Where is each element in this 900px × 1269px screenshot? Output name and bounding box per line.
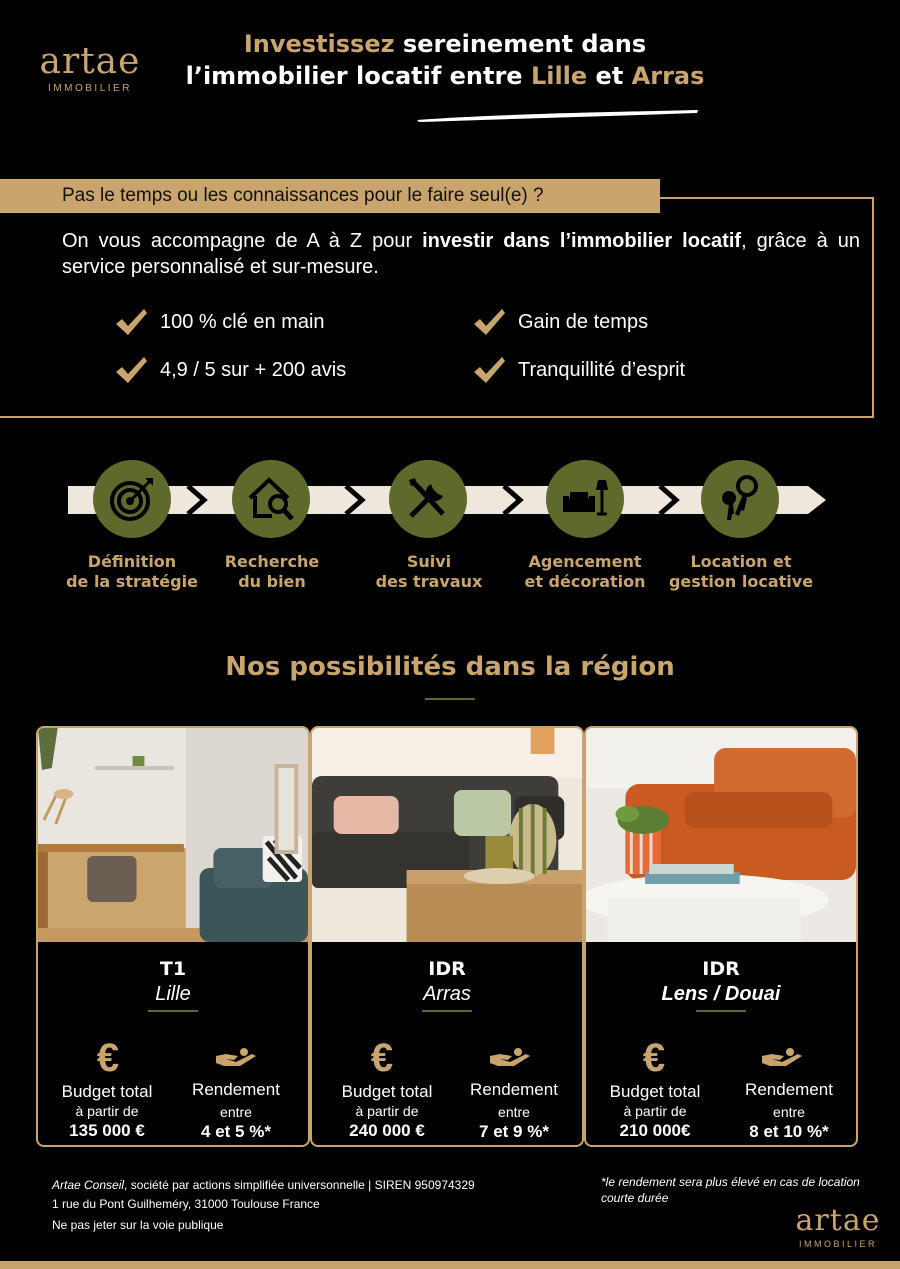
euro-icon: € bbox=[370, 1036, 394, 1080]
step-label-line1: Recherche bbox=[224, 552, 320, 571]
budget-sublabel: à partir de bbox=[75, 1103, 139, 1119]
step-label-line1: Agencement bbox=[528, 552, 642, 571]
card-divider bbox=[696, 1010, 746, 1012]
budget-label: Budget total bbox=[341, 1082, 433, 1101]
card-divider bbox=[148, 1010, 198, 1012]
bottom-gold-strip bbox=[0, 1261, 900, 1269]
footer-yield-note: *le rendement sera plus élevé en cas de location courte durée bbox=[601, 1175, 860, 1205]
step-circle-decor bbox=[546, 460, 624, 538]
footer-legal-text: , société par actions simplifiée universonnelle | SIREN 950974329 bbox=[124, 1178, 475, 1192]
step-circle-search bbox=[232, 460, 310, 538]
title-part4: et bbox=[587, 62, 632, 90]
photo-living-arras bbox=[312, 728, 582, 942]
yield-sublabel: entre bbox=[220, 1104, 252, 1120]
feature-item bbox=[472, 307, 648, 337]
target-icon bbox=[107, 474, 157, 524]
footer-company-name: Artae Conseil bbox=[52, 1178, 125, 1192]
intro-text-end: , grâce à un service personnalisé et sur-mesure. bbox=[62, 230, 860, 278]
budget-sublabel: à partir de bbox=[623, 1103, 687, 1119]
logo-subtitle: IMMOBILIER bbox=[798, 1239, 877, 1249]
yield-value: 7 et 9 %* bbox=[479, 1122, 549, 1141]
yield-value: 8 et 10 %* bbox=[749, 1122, 829, 1141]
region-title-underline bbox=[425, 698, 475, 700]
step-circle-rental bbox=[701, 460, 779, 538]
step-label-line2: et décoration bbox=[524, 572, 646, 591]
yield-label: Rendement bbox=[470, 1080, 558, 1099]
step-circle-works bbox=[389, 460, 467, 538]
card-city: Arras bbox=[423, 983, 471, 1005]
logo-word: artae bbox=[39, 41, 141, 82]
yield-label: Rendement bbox=[745, 1080, 833, 1099]
photo-living-lens-douai bbox=[586, 728, 856, 942]
step-label-works bbox=[349, 552, 509, 592]
budget-value: 210 000€ bbox=[619, 1121, 691, 1140]
logo-subtitle: IMMOBILIER bbox=[48, 83, 132, 94]
budget-label: Budget total bbox=[61, 1082, 153, 1101]
card-city: Lille bbox=[155, 983, 191, 1005]
footer-notice: Ne pas jeter sur la voie publique bbox=[52, 1218, 224, 1232]
yield-sublabel: entre bbox=[773, 1104, 805, 1120]
step-label-search bbox=[192, 552, 352, 592]
step-label-line2: des travaux bbox=[375, 572, 483, 591]
intro-text bbox=[62, 228, 860, 280]
card-property-type: IDR bbox=[702, 958, 740, 980]
card-budget bbox=[590, 1082, 720, 1142]
check-icon bbox=[114, 307, 148, 337]
logo-top bbox=[38, 41, 142, 94]
step-label-line2: du bien bbox=[238, 572, 306, 591]
title-city-arras: Arras bbox=[631, 62, 705, 90]
budget-sublabel: à partir de bbox=[355, 1103, 419, 1119]
check-icon bbox=[114, 355, 148, 385]
feature-label: 4,9 / 5 sur + 200 avis bbox=[160, 358, 347, 381]
property-card-lens-douai bbox=[584, 726, 858, 1147]
feature-label: 100 % clé en main bbox=[160, 310, 325, 333]
step-label-line2: de la stratégie bbox=[66, 572, 198, 591]
title-part2: sereinement dans bbox=[394, 30, 647, 58]
region-title: Nos possibilités dans la région bbox=[225, 652, 675, 682]
footer-company-line bbox=[52, 1176, 552, 1195]
hand-coin-icon bbox=[214, 1046, 258, 1068]
budget-label: Budget total bbox=[609, 1082, 701, 1101]
card-budget bbox=[42, 1082, 172, 1142]
check-icon bbox=[472, 307, 506, 337]
step-label-strategy bbox=[52, 552, 212, 592]
feature-item bbox=[114, 355, 346, 385]
card-divider bbox=[422, 1010, 472, 1012]
check-icon bbox=[472, 355, 506, 385]
card-budget bbox=[322, 1082, 452, 1142]
feature-item bbox=[472, 355, 685, 385]
card-property-type: T1 bbox=[159, 958, 187, 980]
budget-value: 240 000 € bbox=[349, 1121, 425, 1140]
footer-legal bbox=[52, 1176, 552, 1235]
hand-coin-icon bbox=[760, 1046, 804, 1068]
step-label-rental bbox=[660, 552, 822, 592]
tools-icon bbox=[403, 474, 453, 524]
keys-icon bbox=[715, 474, 765, 524]
card-yield bbox=[724, 1080, 854, 1143]
house-search-icon bbox=[246, 474, 296, 524]
yield-sublabel: entre bbox=[498, 1104, 530, 1120]
property-card-arras bbox=[310, 726, 584, 1147]
property-card-lille bbox=[36, 726, 310, 1147]
page-title bbox=[160, 28, 730, 92]
step-label-line1: Définition bbox=[87, 552, 177, 571]
feature-item bbox=[114, 307, 325, 337]
armchair-lamp-icon bbox=[560, 474, 610, 524]
card-yield bbox=[171, 1080, 301, 1143]
intro-text-bold: investir dans l’immobilier locatif bbox=[422, 230, 742, 252]
feature-label: Gain de temps bbox=[518, 310, 649, 333]
euro-icon: € bbox=[642, 1036, 666, 1080]
yield-label: Rendement bbox=[192, 1080, 280, 1099]
title-part3: l’immobilier locatif entre bbox=[185, 62, 531, 90]
hand-coin-icon bbox=[488, 1046, 532, 1068]
card-city: Lens / Douai bbox=[661, 983, 781, 1005]
logo-word: artae bbox=[795, 1203, 881, 1238]
step-circle-strategy bbox=[93, 460, 171, 538]
logo-bottom bbox=[786, 1203, 890, 1249]
card-property-type: IDR bbox=[428, 958, 466, 980]
title-city-lille: Lille bbox=[530, 62, 588, 90]
yield-value: 4 et 5 %* bbox=[201, 1122, 271, 1141]
step-label-line1: Suivi bbox=[406, 552, 452, 571]
intro-banner: Pas le temps ou les connaissances pour le faire seul(e) ? bbox=[0, 179, 660, 213]
step-label-line2: gestion locative bbox=[668, 572, 814, 591]
title-word-invest: Investissez bbox=[243, 30, 395, 58]
euro-icon: € bbox=[96, 1036, 120, 1080]
card-yield bbox=[449, 1080, 579, 1143]
feature-label: Tranquillité d’esprit bbox=[518, 358, 686, 381]
brush-stroke-decoration bbox=[415, 108, 700, 124]
photo-studio-lille bbox=[38, 728, 308, 942]
intro-text-start: On vous accompagne de A à Z pour bbox=[62, 230, 423, 252]
step-label-decor bbox=[505, 552, 665, 592]
budget-value: 135 000 € bbox=[69, 1121, 145, 1140]
footer-address: 1 rue du Pont Guilheméry, 31000 Toulouse France bbox=[52, 1197, 320, 1211]
step-label-line1: Location et bbox=[690, 552, 792, 571]
